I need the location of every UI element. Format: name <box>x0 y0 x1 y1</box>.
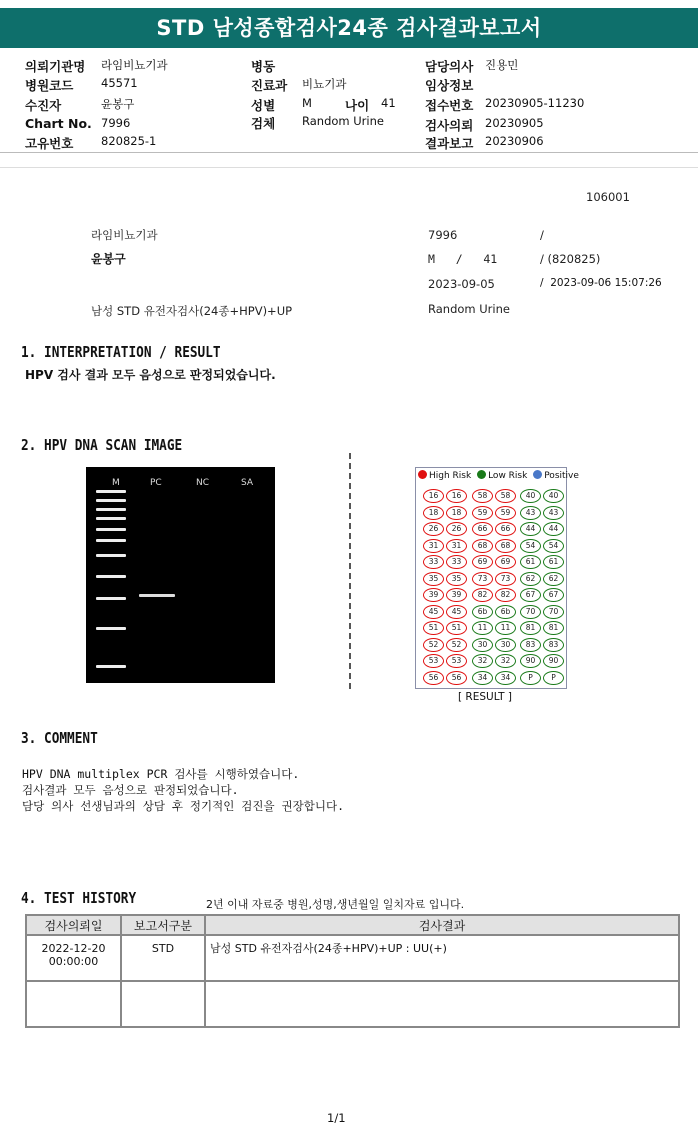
value-sex: M <box>302 96 312 110</box>
scan-cell: 6b <box>472 605 493 619</box>
value-chart-no: 7996 <box>101 116 131 130</box>
separator <box>0 167 698 168</box>
info-patient: 윤봉구 <box>91 252 126 266</box>
scan-cell: 69 <box>472 555 493 569</box>
label-department: 진료과 <box>251 78 288 93</box>
scan-cell: 81 <box>520 621 541 635</box>
scan-cell: 18 <box>423 506 444 520</box>
col-header-report-type: 보고서구분 <box>121 915 205 935</box>
label-request-date: 검사의뢰 <box>425 118 474 133</box>
comment-line: 검사결과 모두 음성으로 판정되었습니다. <box>22 783 239 797</box>
test-history-note: 2년 이내 자료중 병원,성명,생년월일 일치자료 입니다. <box>206 898 465 911</box>
label-sex: 성별 <box>251 98 276 113</box>
scan-cell: 66 <box>495 522 516 536</box>
gel-electrophoresis-image <box>86 467 275 683</box>
label-doctor: 담당의사 <box>425 59 474 74</box>
history-date: 2022-12-20 00:00:00 <box>26 935 121 981</box>
label-age: 나이 <box>345 98 370 113</box>
scan-cell: 83 <box>543 638 564 652</box>
history-type <box>121 981 205 1027</box>
scan-cell: 54 <box>520 539 541 553</box>
ladder-bands <box>96 490 126 668</box>
section-scan-image-heading: 2. HPV DNA SCAN IMAGE <box>21 436 183 454</box>
info-date: 2023-09-05 <box>428 277 495 291</box>
scan-cell: 73 <box>472 572 493 586</box>
history-result: 남성 STD 유전자검사(24종+HPV)+UP : UU(+) <box>205 935 679 981</box>
scan-cell: 11 <box>472 621 493 635</box>
table-row <box>26 981 679 1027</box>
scan-cell: 32 <box>472 654 493 668</box>
scan-cell: 26 <box>423 522 444 536</box>
section-comment-heading: 3. COMMENT <box>21 729 98 747</box>
scan-cell: 45 <box>423 605 444 619</box>
pc-band <box>139 594 175 597</box>
dashed-divider <box>349 453 351 689</box>
history-result <box>205 981 679 1027</box>
scan-cell: 31 <box>423 539 444 553</box>
value-clinic: 라임비뇨기과 <box>101 58 168 72</box>
info-id-code: / (820825) <box>540 252 601 266</box>
section-interpretation-heading: 1. INTERPRETATION / RESULT <box>21 343 221 361</box>
scan-cell: 11 <box>495 621 516 635</box>
info-chart-sep: / <box>540 228 544 242</box>
scan-cell: 69 <box>495 555 516 569</box>
test-history-table <box>25 914 680 1028</box>
info-clinic: 라임비뇨기과 <box>91 228 158 242</box>
scan-cell: 62 <box>520 572 541 586</box>
scan-cell: 30 <box>495 638 516 652</box>
scan-cell: 43 <box>520 506 541 520</box>
label-receipt-no: 접수번호 <box>425 98 474 113</box>
scan-cell: P <box>520 671 541 685</box>
scan-cell: 39 <box>423 588 444 602</box>
scan-cell: 44 <box>520 522 541 536</box>
label-chart-no: Chart No. <box>25 116 92 131</box>
scan-legend <box>418 470 579 481</box>
scan-cell: 33 <box>423 555 444 569</box>
scan-cell: 70 <box>520 605 541 619</box>
value-age: 41 <box>381 96 396 110</box>
gel-lane-sa: SA <box>241 478 254 488</box>
scan-cell: 53 <box>446 654 467 668</box>
value-report-date: 20230906 <box>485 134 544 148</box>
scan-cell: 30 <box>472 638 493 652</box>
info-report-time: / 2023-09-06 15:07:26 <box>540 277 662 289</box>
positive-dot-icon <box>533 470 542 479</box>
scan-cell: 33 <box>446 555 467 569</box>
scan-cell: 51 <box>446 621 467 635</box>
separator <box>0 152 698 153</box>
scan-cell: 16 <box>423 489 444 503</box>
table-row <box>26 935 679 981</box>
scan-cell: 40 <box>520 489 541 503</box>
label-ward: 병동 <box>251 59 276 74</box>
scan-cell: 34 <box>472 671 493 685</box>
interpretation-text: HPV 검사 결과 모두 음성으로 판정되었습니다. <box>25 368 276 382</box>
scan-cell: 53 <box>423 654 444 668</box>
value-department: 비뇨기과 <box>302 77 347 91</box>
scan-cell: 52 <box>446 638 467 652</box>
col-header-request-date: 검사의뢰일 <box>26 915 121 935</box>
scan-cell: 67 <box>520 588 541 602</box>
label-report-date: 결과보고 <box>425 136 474 151</box>
table-header-row <box>26 915 679 935</box>
scan-cell: 82 <box>472 588 493 602</box>
scan-cell: 44 <box>543 522 564 536</box>
gel-lane-pc: PC <box>150 478 162 488</box>
scan-cell: 67 <box>543 588 564 602</box>
scan-cell: 31 <box>446 539 467 553</box>
value-doctor: 진용민 <box>485 58 519 72</box>
label-specimen: 검체 <box>251 116 276 131</box>
scan-cell: 43 <box>543 506 564 520</box>
value-request-date: 20230905 <box>485 116 544 130</box>
comment-block <box>22 766 344 814</box>
label-hospital-code: 병원코드 <box>25 78 74 93</box>
value-specimen: Random Urine <box>302 114 384 128</box>
section-test-history-heading: 4. TEST HISTORY <box>21 889 137 907</box>
gel-svg <box>88 469 273 681</box>
scan-cell: 61 <box>543 555 564 569</box>
value-patient: 윤봉구 <box>101 97 135 111</box>
info-chart: 7996 <box>428 228 458 242</box>
gel-lane-m: M <box>112 478 120 488</box>
scan-cell: 81 <box>543 621 564 635</box>
scan-cell: 45 <box>446 605 467 619</box>
legend-positive: Positive <box>544 471 579 481</box>
scan-cell: 58 <box>495 489 516 503</box>
scan-cell: 51 <box>423 621 444 635</box>
scan-cell: 56 <box>423 671 444 685</box>
scan-caption: [ RESULT ] <box>458 691 512 703</box>
scan-cell: 70 <box>543 605 564 619</box>
legend-low-risk: Low Risk <box>488 471 528 481</box>
info-test-name: 남성 STD 유전자검사(24종+HPV)+UP <box>91 304 293 318</box>
scan-cell: 68 <box>472 539 493 553</box>
scan-cell: 90 <box>520 654 541 668</box>
scan-cell: 52 <box>423 638 444 652</box>
value-receipt-no: 20230905-11230 <box>485 96 585 110</box>
scan-cell: 6b <box>495 605 516 619</box>
value-hospital-code: 45571 <box>101 76 138 90</box>
scan-cell: 59 <box>472 506 493 520</box>
legend-high-risk: High Risk <box>429 471 472 481</box>
info-specimen: Random Urine <box>428 302 510 316</box>
low-risk-dot-icon <box>477 470 486 479</box>
scan-cell: 35 <box>423 572 444 586</box>
scan-cell: 56 <box>446 671 467 685</box>
scan-cell: 61 <box>520 555 541 569</box>
scan-cell: 16 <box>446 489 467 503</box>
label-unique-no: 고유번호 <box>25 136 74 151</box>
col-header-result: 검사결과 <box>205 915 679 935</box>
scan-cell: 34 <box>495 671 516 685</box>
gel-lane-nc: NC <box>196 478 210 488</box>
scan-cell: 82 <box>495 588 516 602</box>
scan-cell: 35 <box>446 572 467 586</box>
comment-line: HPV DNA multiplex PCR 검사를 시행하였습니다. <box>22 767 300 781</box>
hpv-scan-grid <box>415 467 579 689</box>
label-clinical-info: 임상정보 <box>425 78 474 93</box>
scan-cell: 62 <box>543 572 564 586</box>
label-clinic: 의뢰기관명 <box>25 59 86 74</box>
page-number: 1/1 <box>327 1111 346 1125</box>
scan-cell: 68 <box>495 539 516 553</box>
scan-cell: 73 <box>495 572 516 586</box>
scan-cell: 58 <box>472 489 493 503</box>
info-sex-age: M / 41 <box>428 252 498 266</box>
scan-cell: 83 <box>520 638 541 652</box>
history-type: STD <box>121 935 205 981</box>
scan-cell: 32 <box>495 654 516 668</box>
scan-cell: P <box>543 671 564 685</box>
value-unique-no: 820825-1 <box>101 134 157 148</box>
scan-cell: 40 <box>543 489 564 503</box>
comment-line: 담당 의사 선생님과의 상담 후 정기적인 검진을 권장합니다. <box>22 799 345 813</box>
scan-cell: 66 <box>472 522 493 536</box>
label-patient: 수진자 <box>25 98 62 113</box>
high-risk-dot-icon <box>418 470 427 479</box>
report-code: 106001 <box>586 190 630 204</box>
scan-cell: 26 <box>446 522 467 536</box>
scan-cell: 39 <box>446 588 467 602</box>
scan-cell: 90 <box>543 654 564 668</box>
scan-cell: 54 <box>543 539 564 553</box>
history-date <box>26 981 121 1027</box>
scan-cell: 59 <box>495 506 516 520</box>
report-title: STD 남성종합검사24종 검사결과보고서 <box>0 8 698 48</box>
scan-cell: 18 <box>446 506 467 520</box>
